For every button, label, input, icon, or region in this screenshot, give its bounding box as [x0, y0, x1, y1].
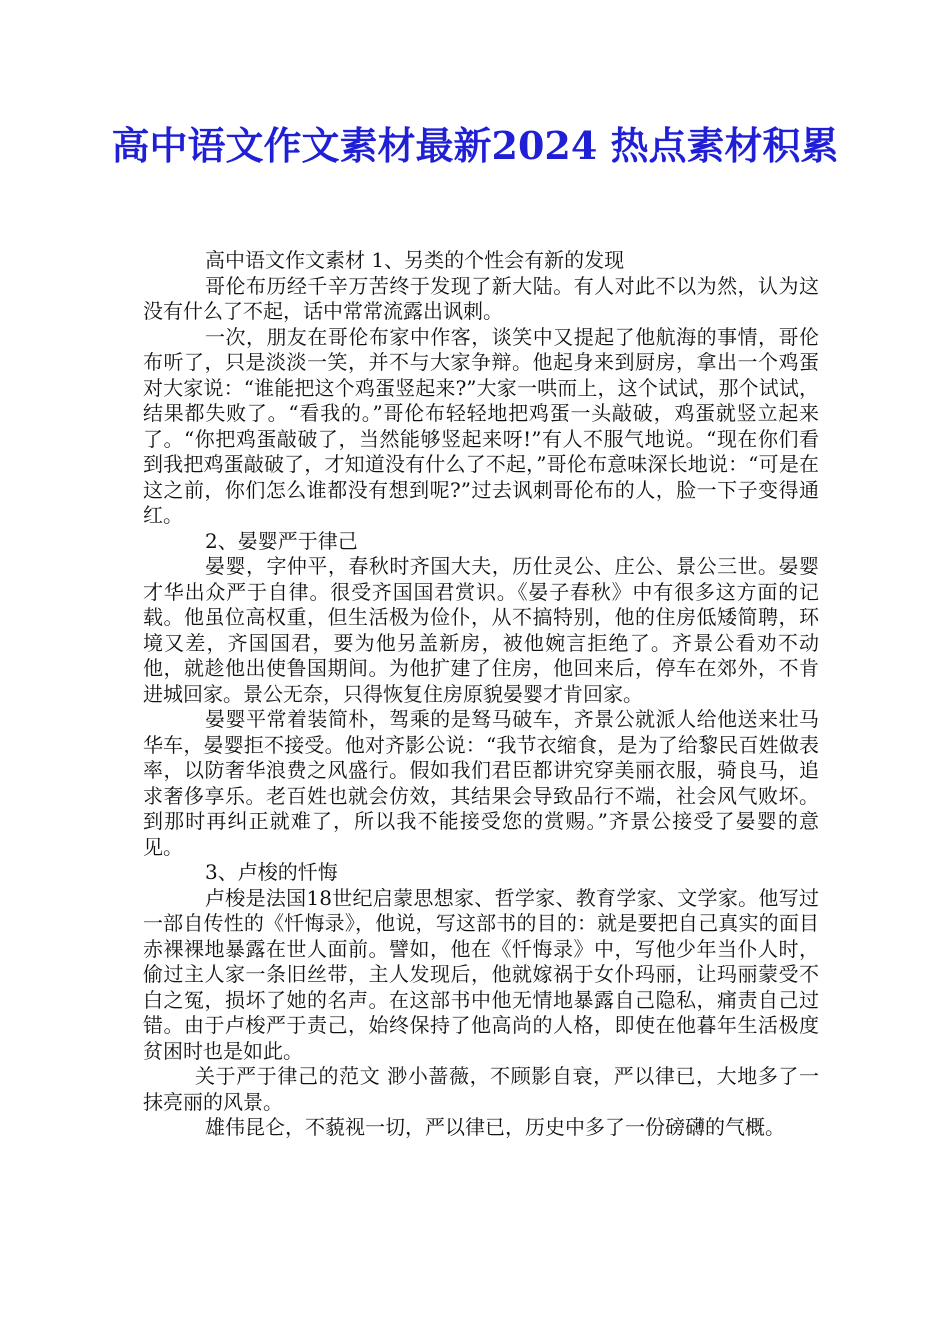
document-body: [143, 248, 819, 1141]
body-paragraph: 雄伟昆仑，不藐视一切，严以律已，历史中多了一份磅礴的气概。: [205, 1115, 785, 1139]
body-paragraph: 哥伦布历经千辛万苦终于发现了新大陆。有人对此不以为然，认为这没有什么了不起，话中常常流露出讽刺。: [143, 273, 819, 323]
body-paragraph: 高中语文作文素材 1、另类的个性会有新的发现: [205, 248, 625, 272]
body-paragraph: 晏婴，字仲平，春秋时齐国大夫，历仕灵公、庄公、景公三世。晏婴才华出众严于自律。很受齐国国君赏识。《晏子春秋》中有很多这方面的记载。他虽位高权重，但生活极为俭仆，从不搞特别，他的住房低矮简聘，环境又差，齐国国君，要为他另盖新房，被他婉言拒绝了。齐景公看劝不动他，就趁他出使鲁国期间。为他扩建了住房，他回来后，停车在郊外，不肯进城回家。景公无奈，只得恢复住房原貌晏婴才肯回家。: [143, 554, 819, 706]
body-paragraph: 卢梭是法国18世纪启蒙思想家、哲学家、教育学家、文学家。他写过一部自传性的《忏悔录》，他说，写这部书的目的：就是要把自己真实的面目赤裸裸地暴露在世人面前。譬如，他在《忏悔录》中，写他少年当仆人时，偷过主人家一条旧丝带，主人发现后，他就嫁祸于女仆玛丽，让玛丽蒙受不白之冤，损坏了她的名声。在这部书中他无情地暴露自己隐私，痛责自己过错。由于卢梭严于责己，始终保持了他高尚的人格，即使在他暮年生活极度贫困时也是如此。: [143, 885, 819, 1063]
section-heading: 3、卢梭的忏悔: [205, 860, 338, 884]
body-paragraph: 一次，朋友在哥伦布家中作客，谈笑中又提起了他航海的事情，哥伦布听了，只是淡淡一笑，并不与大家争辩。他起身来到厨房，拿出一个鸡蛋对大家说：“谁能把这个鸡蛋竖起来?”大家一哄而上，这个试试，那个试试，结果都失败了。“看我的。”哥伦布轻轻地把鸡蛋一头敲破，鸡蛋就竖立起来了。“你把鸡蛋敲破了，当然能够竖起来呀!”有人不服气地说。“现在你们看到我把鸡蛋敲破了，才知道没有什么了不起，”哥伦布意味深长地说：“可是在这之前，你们怎么谁都没有想到呢?”过去讽刺哥伦布的人，脸一下子变得通红。: [143, 324, 819, 527]
section-heading: 关于严于律己的范文 渺小蔷薇，不顾影自衰，严以律已，大地多了一抹亮丽的风景。: [143, 1064, 819, 1114]
body-paragraph: 晏婴平常着装简朴，驾乘的是驽马破车，齐景公就派人给他送来壮马华车，晏婴拒不接受。他对齐影公说：“我节衣缩食，是为了给黎民百姓做表率，以防奢华浪费之风盛行。假如我们君臣都讲究穿美丽衣服，骑良马，追求奢侈享乐。老百姓也就会仿效，其结果会导致品行不端，社会风气败坏。到那时再纠正就难了，所以我不能接受您的赏赐。”齐景公接受了晏婴的意见。: [143, 707, 819, 859]
document-title: 高中语文作文素材最新2024 热点素材积累: [111, 123, 839, 168]
section-heading: 2、晏婴严于律己: [205, 528, 358, 553]
